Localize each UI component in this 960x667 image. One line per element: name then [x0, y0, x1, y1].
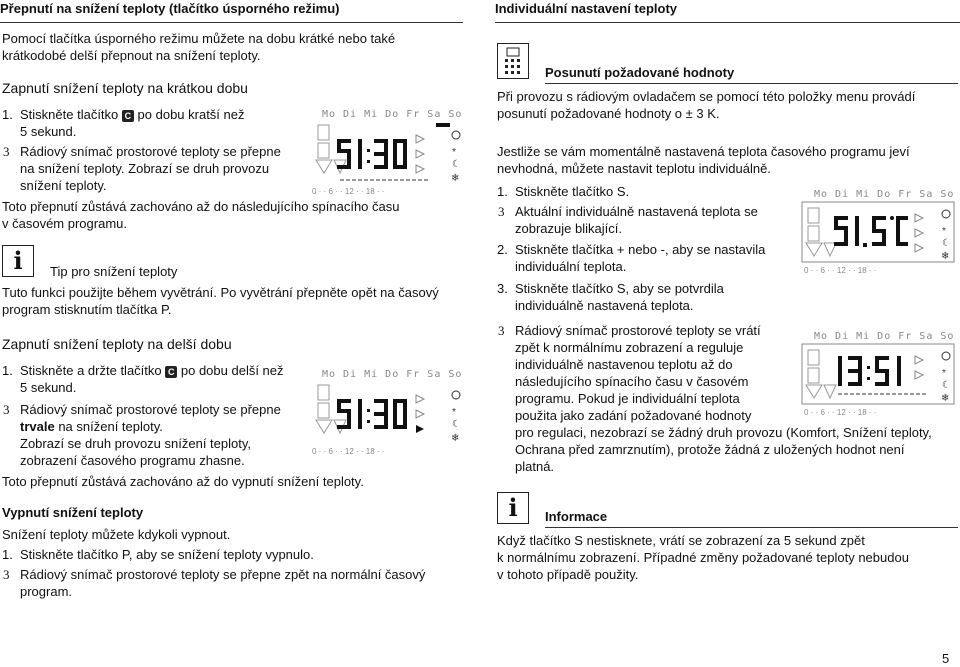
svg-text:*: * [942, 368, 946, 379]
r-step5-9: platná. [515, 459, 555, 474]
short-step2-3: snížení teploty. [20, 178, 107, 193]
long-step2-b: trvale na snížení teploty. [20, 419, 163, 434]
setpoint-title: Posunutí požadované hodnoty [545, 65, 735, 80]
r-step3-2: individuální teplota. [515, 259, 627, 274]
off-step2-2: program. [20, 584, 73, 599]
svg-text:❄: ❄ [451, 433, 460, 444]
right-intro-1: Jestliže se vám momentálně nastavená teplota časového programu jeví [497, 144, 910, 159]
mode-icons [451, 131, 461, 184]
long-step1-cont: 5 sekund. [20, 380, 77, 395]
short-step2-num: 3 [3, 144, 10, 159]
hour-scale: 0 · · 6 · · 12 · · 18 · · [312, 187, 385, 196]
setpoint-rule [545, 83, 958, 84]
r-step5-6: použita jako zadání požadované hodnoty [515, 408, 752, 423]
long-step2-num: 3 [3, 402, 10, 417]
r-step5-4: následujícího spínacího času v časovém [515, 374, 749, 389]
info-title: Informace [545, 509, 608, 524]
off-step1: Stiskněte tlačítko P, aby se snížení teploty vypnulo. [20, 547, 314, 562]
key-c-icon: C [122, 110, 134, 122]
svg-text:❄: ❄ [941, 393, 950, 404]
long-step2-c2: zobrazení časového programu zhasne. [20, 453, 245, 468]
svg-text:☾: ☾ [452, 159, 461, 170]
r-step3-num: 2. [497, 242, 508, 257]
setpoint-text-2: posunutí požadované hodnoty o ± 3 K. [497, 106, 720, 121]
svg-text:0 · · 6 · · 12 · · 18 · ·: 0 · · 6 · · 12 · · 18 · · [804, 408, 877, 417]
r-step5-5: programu. Pokud je individuální teplota [515, 391, 740, 406]
r-step4-2: individuálně nastavená teplota. [515, 298, 694, 313]
tip-info-icon: i [2, 245, 34, 277]
svg-text:*: * [942, 226, 946, 237]
tip-title: Tip pro snížení teploty [50, 264, 178, 279]
long-step1-line: Stiskněte a držte tlačítko C po dobu delší než [20, 363, 284, 378]
right-header: Individuální nastavení teploty [495, 0, 960, 23]
svg-text:*: * [452, 407, 456, 418]
svg-text:0 · · 6 · · 12 · · 18 · ·: 0 · · 6 · · 12 · · 18 · · [312, 447, 385, 456]
short-step2-1: Rádiový snímač prostorové teploty se přepne [20, 144, 281, 159]
svg-text:❄: ❄ [941, 251, 950, 262]
off-step2-1: Rádiový snímač prostorové teploty se přepne zpět na normální časový [20, 567, 426, 582]
r-step1-num: 1. [497, 184, 508, 199]
r-step4-num: 3. [497, 281, 508, 296]
tip-text-2: program stisknutím tlačítka P. [2, 302, 172, 317]
svg-text:Mo Di Mi Do Fr Sa So: Mo Di Mi Do Fr Sa So [814, 331, 955, 342]
off-step1-num: 1. [2, 547, 13, 562]
info-text-2: k normálnímu zobrazení. Případné změny požadované teploty nebudou [497, 550, 909, 565]
svg-text:❄: ❄ [451, 173, 460, 184]
right-intro-2: nevhodná, můžete nastavit teplotu individuálně. [497, 161, 771, 176]
short-step1-num: 1. [2, 107, 13, 122]
long-step2-a: Rádiový snímač prostorové teploty se přepne [20, 402, 281, 417]
off-title: Vypnutí snížení teploty [2, 505, 144, 520]
lcd-display-long [310, 365, 465, 457]
left-intro-1: Pomocí tlačítka úsporného režimu můžete na dobu krátké nebo také [2, 31, 396, 46]
lcd-display-temperature [800, 186, 958, 276]
r-step5-8: Ochrana před zamrznutím), protože žádná z uložených hodnot není [515, 442, 905, 457]
left-intro-2: krátkodobé delší přepnout na snížení teploty. [2, 48, 261, 63]
long-step2-c1: Zobrazí se druh provozu snížení teploty, [20, 436, 251, 451]
off-step2-num: 3 [3, 567, 10, 582]
r-step2-2: zobrazuje blikající. [515, 221, 622, 236]
long-step1-num: 1. [2, 363, 13, 378]
r-step5-num: 3 [498, 323, 505, 338]
short-step1-line: Stiskněte tlačítko C po dobu kratší než [20, 107, 245, 122]
svg-text:Mo Di Mi Do Fr Sa So: Mo Di Mi Do Fr Sa So [814, 189, 955, 200]
info-text-1: Když tlačítko S nestisknete, vrátí se zobrazení za 5 sekund zpět [497, 533, 865, 548]
r-step2-num: 3 [498, 204, 505, 219]
r-step4-1: Stiskněte tlačítko S, aby se potvrdila [515, 281, 724, 296]
svg-text:☾: ☾ [942, 380, 951, 391]
svg-text:☾: ☾ [942, 238, 951, 249]
clock-digits [337, 139, 407, 169]
page-number: 5 [942, 651, 950, 666]
svg-text:*: * [452, 147, 456, 158]
long-title: Zapnutí snížení teploty na delší dobu [2, 336, 232, 352]
short-note-1: Toto přepnutí zůstává zachováno až do následujícího spínacího času [2, 199, 400, 214]
setpoint-text-1: Při provozu s rádiovým ovladačem se pomocí této položky menu provádí [497, 89, 916, 104]
svg-text:Mo Di Mi Do Fr Sa So: Mo Di Mi Do Fr Sa So [322, 369, 463, 380]
r-step3-1: Stiskněte tlačítka + nebo -, aby se nastavila [515, 242, 766, 257]
info-icon: i [497, 492, 529, 524]
weekday-row: Mo Di Mi Do Fr Sa So [322, 109, 463, 120]
key-c-icon: C [165, 366, 177, 378]
svg-text:☾: ☾ [452, 419, 461, 430]
r-step5-7: pro regulaci, nezobrazí se žádný druh provozu (Komfort, Snížení teploty, [515, 425, 932, 440]
r-step5-1: Rádiový snímač prostorové teploty se vrátí [515, 323, 761, 338]
off-intro: Snížení teploty můžete kdykoli vypnout. [2, 527, 231, 542]
short-note-2: v časovém programu. [2, 216, 127, 231]
short-step1-cont: 5 sekund. [20, 124, 77, 139]
info-text-3: v tohoto případě použity. [497, 567, 639, 582]
short-step2-2: na snížení teploty. Zobrazí se druh provozu [20, 161, 270, 176]
lcd-display-time [800, 328, 958, 420]
tip-text-1: Tuto funkci použijte během vyvětrání. Po vyvětrání přepněte opět na časový [2, 285, 439, 300]
short-title: Zapnutí snížení teploty na krátkou dobu [2, 80, 248, 96]
svg-text:0 · · 6 · · 12 · · 18 · ·: 0 · · 6 · · 12 · · 18 · · [804, 266, 877, 275]
info-rule [545, 527, 958, 528]
left-header: Přepnutí na snížení teploty (tlačítko úsporného režimu) [0, 0, 463, 23]
lcd-display-short [310, 105, 465, 197]
r-step5-3: individuálně nastavenou teplotu až do [515, 357, 733, 372]
r-step1: Stiskněte tlačítko S. [515, 184, 630, 199]
r-step2-1: Aktuální individuálně nastavená teplota se [515, 204, 758, 219]
r-step5-2: zpět k normálnímu zobrazení a reguluje [515, 340, 744, 355]
keypad-icon [497, 43, 529, 79]
long-note: Toto přepnutí zůstává zachováno až do vypnutí snížení teploty. [2, 474, 364, 489]
